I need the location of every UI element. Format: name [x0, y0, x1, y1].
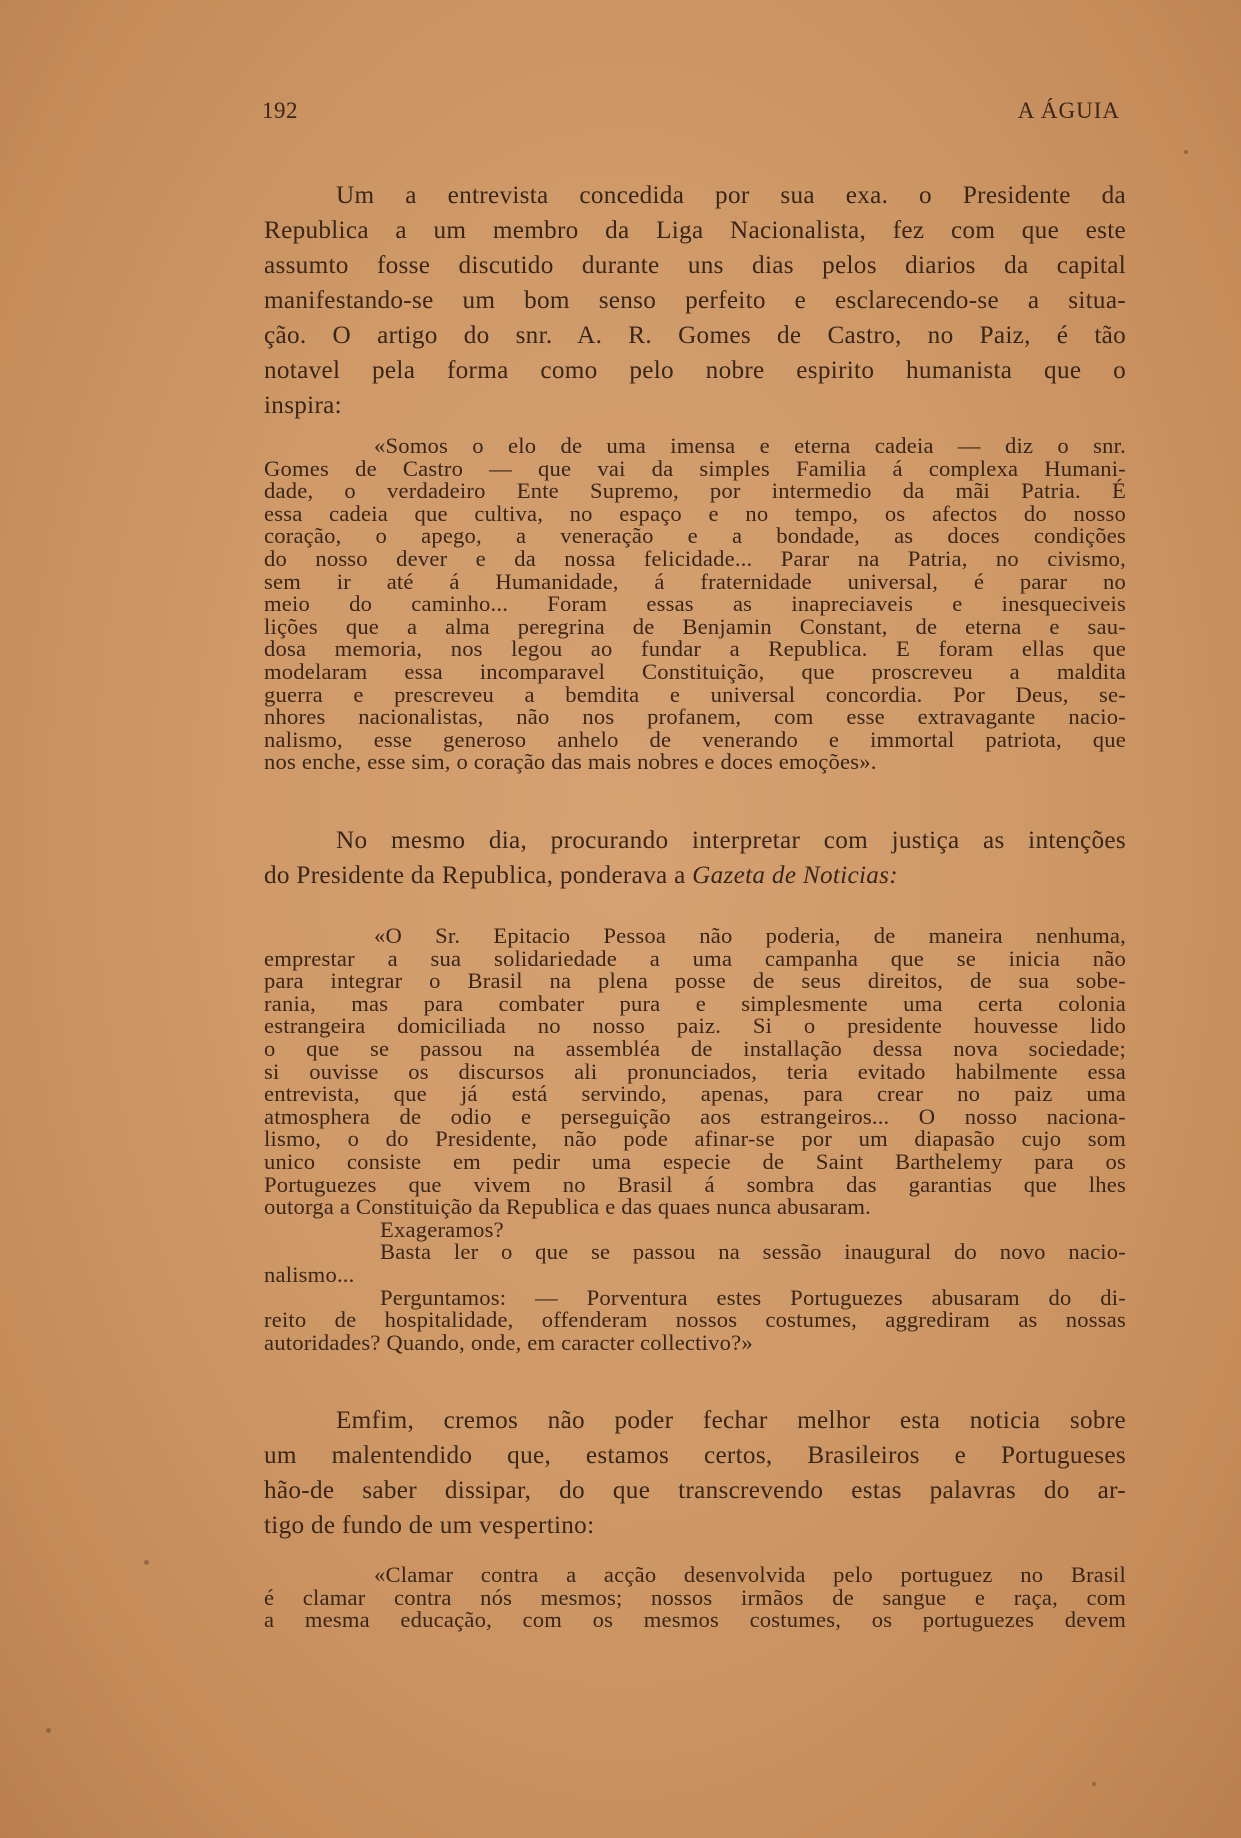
quote-line: emprestar a sua solidariedade a uma campanha que se inicia não [264, 945, 1126, 971]
text-line: ção. O artigo do snr. A. R. Gomes de Castro, no Paiz, é tão [264, 322, 1126, 349]
quote-line: essa cadeia que cultiva, no espaço e no tempo, os afectos do nosso [264, 500, 1126, 526]
text-line: Um a entrevista concedida por sua exa. o Presidente da [336, 182, 1126, 209]
paper-speck [1184, 150, 1188, 154]
text-line: No mesmo dia, procurando interpretar com justiça as intenções [336, 827, 1126, 854]
quote-line: estrangeira domiciliada no nosso paiz. Si o presidente houvesse lido [264, 1013, 1126, 1039]
quote-line: unico consiste em pedir uma especie de Saint Barthelemy para os [264, 1148, 1126, 1174]
quote-line: coração, o apego, a veneração e a bondade, as doces condições [264, 523, 1126, 549]
quote-line: nhores nacionalistas, não nos profanem, com esse extravagante nacio- [264, 704, 1126, 730]
quote-line: para integrar o Brasil na plena posse de seus direitos, de sua sobe- [264, 968, 1126, 994]
quote-line: é clamar contra nós mesmos; nossos irmãos de sangue e raça, com [264, 1584, 1126, 1610]
text-line: um malentendido que, estamos certos, Brasileiros e Portugueses [264, 1442, 1126, 1469]
quote-line: guerra e prescreveu a bemdita e universal concordia. Por Deus, se- [264, 681, 1126, 707]
quote-line: lismo, o do Presidente, não pode afinar-se por um diapasão cujo som [264, 1126, 1126, 1152]
text-line: assumto fosse discutido durante uns dias pelos diarios da capital [264, 252, 1126, 279]
quote-line: autoridades? Quando, onde, em caracter collectivo?» [264, 1329, 753, 1355]
newspaper-title: Gazeta de Noticias: [692, 862, 898, 889]
paragraph-3 [264, 1403, 1126, 1543]
quote-line: dosa memoria, nos legou ao fundar a Republica. E foram ellas que [264, 636, 1126, 662]
page-header [262, 98, 1120, 138]
quote-vespertino [264, 1564, 1126, 1632]
quote-line: modelaram essa incomparavel Constituição, que proscreveu a maldita [264, 658, 1126, 684]
quote-gomes-de-castro [264, 435, 1126, 774]
quote-gazeta-de-noticias [264, 925, 1126, 1354]
paper-speck [1092, 1782, 1096, 1786]
quote-line: Gomes de Castro — que vai da simples Familia á complexa Humani- [264, 455, 1126, 481]
running-title: A ÁGUIA [1017, 98, 1120, 123]
quote-line: do nosso dever e da nossa felicidade... Parar na Patria, no civismo, [264, 545, 1126, 571]
quote-line: a mesma educação, com os mesmos costumes, os portuguezes devem [264, 1607, 1126, 1633]
quote-line: o que se passou na assembléa de installação dessa nova sociedade; [264, 1035, 1126, 1061]
quote-line: lições que a alma peregrina de Benjamin Constant, de eterna e sau- [264, 613, 1126, 639]
text-line: notavel pela forma como pelo nobre espirito humanista que o [264, 357, 1126, 384]
paper-speck [144, 1560, 149, 1565]
quote-line: dade, o verdadeiro Ente Supremo, por intermedio da mãi Patria. É [264, 478, 1126, 504]
quote-line: entrevista, que já está servindo, apenas, para crear no paiz uma [264, 1081, 1126, 1107]
paragraph-2 [264, 823, 1126, 893]
quote-line: atmosphera de odio e perseguição aos estrangeiros... O nosso naciona- [264, 1103, 1126, 1129]
quote-line: «Somos o elo de uma imensa e eterna cadeia — diz o snr. [374, 433, 1126, 458]
paragraph-1 [264, 178, 1126, 423]
quote-line: Portuguezes que vivem no Brasil á sombra das garantias que lhes [264, 1171, 1126, 1197]
quote-line: reito de hospitalidade, offenderam nossos costumes, aggrediram as nossas [264, 1307, 1126, 1333]
quote-line: nalismo, esse generoso anhelo de venerando e immortal patriota, que [264, 726, 1126, 752]
text-line: manifestando-se um bom senso perfeito e esclarecendo-se a situa- [264, 287, 1126, 314]
quote-line: outorga a Constituição da Republica e das quaes nunca abusaram. [264, 1194, 871, 1220]
quote-line: rania, mas para combater pura e simplesmente uma certa colonia [264, 990, 1126, 1016]
text-line: inspira: [264, 392, 342, 419]
quote-line: si ouvisse os discursos ali pronunciados, teria evitado habilmente essa [264, 1058, 1126, 1084]
text-line: tigo de fundo de um vespertino: [264, 1512, 595, 1539]
text-line: hão-de saber dissipar, do que transcrevendo estas palavras do ar- [264, 1477, 1126, 1504]
text-line [264, 858, 1126, 893]
quote-line: «O Sr. Epitacio Pessoa não poderia, de maneira nenhuma, [374, 923, 1126, 948]
paper-speck [46, 1728, 51, 1733]
page-number: 192 [262, 98, 298, 123]
quote-line: Perguntamos: — Porventura estes Portuguezes abusaram do di- [380, 1284, 1126, 1310]
text-line: Emfim, cremos não poder fechar melhor esta noticia sobre [336, 1407, 1126, 1434]
quote-line: meio do caminho... Foram essas as inapreciaveis e inesqueciveis [264, 591, 1126, 617]
quote-line: «Clamar contra a acção desenvolvida pelo portuguez no Brasil [374, 1562, 1126, 1587]
text-segment: do Presidente da Republica, ponderava a [264, 862, 686, 889]
text-line: Republica a um membro da Liga Nacionalista, fez com que este [264, 217, 1126, 244]
quote-line: nos enche, esse sim, o coração das mais nobres e doces emoções». [264, 749, 877, 775]
quote-line: sem ir até á Humanidade, á fraternidade universal, é parar no [264, 568, 1126, 594]
quote-line: Exageramos? [380, 1216, 504, 1242]
quote-line: nalismo... [264, 1261, 355, 1287]
quote-line: Basta ler o que se passou na sessão inaugural do novo nacio- [380, 1239, 1126, 1265]
